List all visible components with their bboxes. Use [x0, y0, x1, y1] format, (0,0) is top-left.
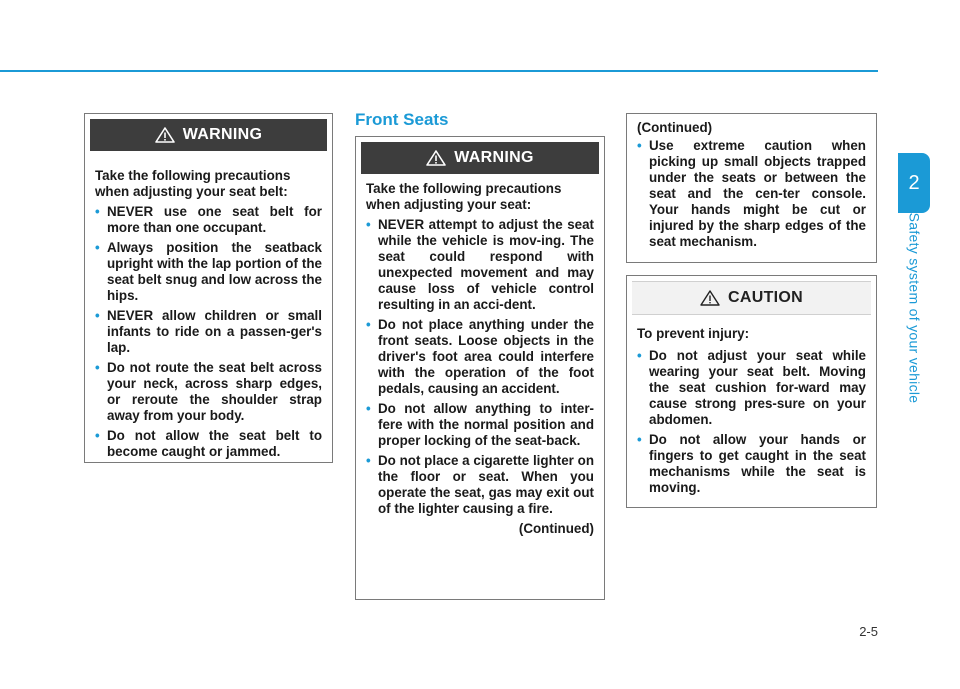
list-item: • Always position the seatback upright with the lap portion of the seat belt snug and low across the hips.	[95, 240, 322, 304]
list-item: • Do not allow the seat belt to become caught or jammed.	[95, 428, 322, 460]
chapter-number: 2	[908, 171, 920, 194]
list-item: • NEVER allow children or small infants to ride on a passen-ger's lap.	[95, 308, 322, 356]
caution-list	[637, 348, 866, 496]
warning-intro: Take the following precautions when adjusting your seat:	[366, 181, 562, 212]
section-heading: Front Seats	[355, 110, 449, 129]
caution-intro: To prevent injury:	[637, 326, 750, 341]
list-item: • Do not allow your hands or fingers to get caught in the seat mechanisms while the seat is moving.	[637, 432, 866, 496]
list-item: • Use extreme caution when picking up small objects trapped under the seats or between the seat and the cen-ter console. Your hands might be cut or injured by the sharp edges of the seat mechanism.	[637, 138, 866, 250]
seat-adjust-warning-box	[355, 136, 605, 600]
chapter-title: Safety system of your vehicle	[906, 212, 922, 404]
chapter-title-vertical	[898, 212, 930, 404]
caution-header	[632, 281, 871, 315]
list-item: • NEVER use one seat belt for more than one occupant.	[95, 204, 322, 236]
list-item: • Do not place a cigarette lighter on the floor or seat. When you operate the seat, gas may exit out of the lighter causing a fire.	[366, 453, 594, 517]
continued-warning-box	[626, 113, 877, 263]
header-rule	[0, 70, 878, 72]
list-item: • Do not route the seat belt across your neck, across sharp edges, or reroute the shoulder strap away from your body.	[95, 360, 322, 424]
chapter-number-tab[interactable]	[898, 153, 930, 213]
continued-note: (Continued)	[518, 521, 594, 536]
list-item: • NEVER attempt to adjust the seat while the vehicle is mov-ing. The seat could respond with unexpected movement and may cause loss of vehicle control resulting in an acci-dent.	[366, 217, 594, 313]
continued-label: (Continued)	[637, 120, 713, 135]
warning-list	[95, 204, 322, 460]
warning-header	[90, 119, 327, 151]
seat-belt-warning-box	[84, 113, 333, 463]
caution-header-label: CAUTION	[728, 289, 803, 306]
warning-intro: Take the following precautions when adjusting your seat belt:	[95, 168, 291, 199]
caution-box	[626, 275, 877, 508]
caution-triangle-icon	[700, 290, 720, 306]
page-number: 2-5	[859, 624, 878, 639]
list-item: • Do not allow anything to inter-fere with the normal position and proper locking of the seat-back.	[366, 401, 594, 449]
warning-triangle-icon	[155, 127, 175, 143]
warning-list	[366, 217, 594, 517]
list-item: • Do not adjust your seat while wearing your seat belt. Moving the seat cushion for-ward may cause strong pres-sure on your abdomen.	[637, 348, 866, 428]
warning-header-label: WARNING	[182, 126, 263, 143]
warning-header-label: WARNING	[454, 149, 534, 166]
warning-header	[361, 142, 599, 174]
warning-triangle-icon	[426, 150, 446, 166]
list-item: • Do not place anything under the front seats. Loose objects in the driver's foot area could interfere with the operation of the foot pedals, causing an accident.	[366, 317, 594, 397]
warning-list	[637, 138, 866, 250]
